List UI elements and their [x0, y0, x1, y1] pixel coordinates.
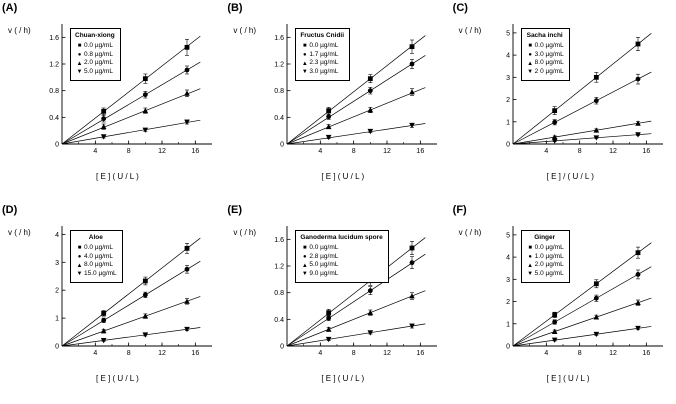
legend-item-label: 5.0 µg/mL — [534, 270, 564, 278]
svg-text:4: 4 — [505, 52, 510, 60]
legend — [295, 230, 388, 283]
legend-item — [75, 42, 115, 51]
legend-marker-triangle-icon: ▲ — [527, 262, 534, 269]
svg-text:3: 3 — [505, 276, 510, 284]
y-axis-label: v ( / h) — [8, 26, 31, 35]
legend-item-label: 5.0 µg/mL — [84, 68, 114, 76]
legend-marker-circle-icon: ● — [528, 51, 532, 58]
svg-text:8: 8 — [352, 350, 356, 357]
legend-item — [300, 261, 382, 270]
svg-text:16: 16 — [642, 350, 650, 357]
legend-item — [526, 51, 564, 60]
svg-text:4: 4 — [505, 254, 510, 262]
legend-marker-circle-icon: ● — [528, 253, 532, 260]
svg-text:0.4: 0.4 — [274, 316, 285, 324]
legend-item — [75, 253, 117, 262]
legend — [521, 230, 570, 283]
legend-marker-square-icon: ■ — [528, 43, 532, 50]
legend — [70, 28, 121, 81]
legend-marker-triangle-icon: ▲ — [301, 60, 308, 67]
svg-text:8: 8 — [126, 148, 131, 155]
panel-letter: (C) — [452, 2, 468, 14]
panel-letter: (F) — [452, 204, 467, 216]
plot-area — [491, 18, 667, 166]
svg-text:4: 4 — [93, 350, 98, 357]
svg-text:3: 3 — [55, 259, 59, 267]
svg-text:8: 8 — [577, 148, 582, 155]
panel-f — [451, 202, 676, 404]
x-axis-label: [ E ] ( U / L ) — [96, 374, 139, 383]
legend-item-label: 0.0 µg/mL — [84, 41, 114, 49]
svg-text:0: 0 — [280, 141, 285, 149]
legend-item — [75, 244, 117, 253]
panel-letter: (D) — [2, 204, 18, 216]
legend-item — [300, 68, 344, 77]
x-axis-label: [ E ] ( U / L ) — [546, 374, 590, 383]
legend-marker-circle-icon: ● — [303, 51, 307, 58]
legend — [521, 28, 570, 81]
legend — [70, 230, 123, 283]
legend-marker-nabla-icon: ▼ — [76, 69, 83, 76]
x-axis-label: [ E ] ( U / L ) — [96, 172, 139, 181]
svg-text:1.6: 1.6 — [274, 34, 285, 42]
legend-item — [526, 68, 564, 77]
legend-marker-nabla-icon: ▼ — [301, 69, 308, 76]
x-axis-label: [ E ] ( U / L ) — [321, 172, 365, 181]
panel-letter: (A) — [2, 2, 18, 14]
legend-item-label: 0.0 µg/mL — [309, 41, 339, 49]
svg-text:12: 12 — [158, 350, 166, 357]
legend-item — [300, 253, 382, 262]
svg-text:12: 12 — [383, 148, 392, 155]
legend-item-label: 2.3 µg/mL — [309, 59, 339, 67]
svg-text:0: 0 — [505, 141, 510, 149]
svg-text:5: 5 — [505, 30, 510, 38]
legend-item — [526, 244, 564, 253]
svg-text:2: 2 — [505, 299, 510, 307]
svg-text:16: 16 — [416, 148, 425, 155]
svg-text:1: 1 — [55, 315, 59, 323]
legend-item-label: 3.0 µg/mL — [534, 50, 564, 58]
legend-marker-square-icon: ■ — [77, 43, 82, 50]
legend-item-label: 2.8 µg/mL — [309, 252, 339, 260]
panel-e — [225, 202, 450, 404]
legend-item-label: 0.8 µg/mL — [84, 50, 114, 58]
legend-title: Chuan-xiong — [75, 32, 115, 39]
svg-text:12: 12 — [158, 148, 166, 155]
legend-item — [526, 261, 564, 270]
plot-area — [40, 18, 216, 166]
legend-marker-nabla-icon: ▼ — [301, 271, 308, 278]
legend-title: Aloe — [88, 234, 103, 241]
legend-marker-circle-icon: ● — [77, 51, 82, 58]
legend-item — [75, 261, 117, 270]
legend-title: Ganoderma lucidum spore — [300, 234, 383, 241]
svg-text:4: 4 — [55, 231, 59, 239]
svg-text:2: 2 — [55, 287, 59, 295]
panel-letter: (E) — [227, 204, 242, 216]
legend-item-label: 0.0 µg/mL — [84, 243, 114, 251]
legend-item — [526, 270, 564, 279]
svg-text:1.2: 1.2 — [49, 61, 59, 69]
legend-item — [526, 59, 564, 68]
legend-item-label: 1.7 µg/mL — [309, 50, 339, 58]
legend-marker-circle-icon: ● — [303, 253, 307, 260]
panel-letter: (B) — [227, 2, 243, 14]
svg-text:1.2: 1.2 — [274, 263, 285, 271]
svg-text:0: 0 — [505, 343, 510, 351]
svg-text:0.4: 0.4 — [49, 114, 59, 122]
y-axis-label: v ( / h) — [458, 228, 482, 237]
svg-text:5: 5 — [505, 232, 510, 240]
legend-item-label: 0.0 µg/mL — [534, 41, 564, 49]
legend-item-label: 5.0 µg/mL — [309, 261, 339, 269]
legend-title: Ginger — [534, 234, 556, 241]
svg-text:4: 4 — [93, 148, 98, 155]
legend-item-label: 0.0 µg/mL — [534, 243, 564, 251]
svg-text:16: 16 — [191, 148, 200, 155]
svg-text:16: 16 — [642, 148, 650, 155]
svg-text:0.8: 0.8 — [49, 88, 59, 96]
panel-d — [0, 202, 225, 404]
legend-item — [526, 253, 564, 262]
svg-text:8: 8 — [352, 148, 356, 155]
legend-marker-triangle-icon: ▲ — [301, 262, 308, 269]
svg-text:1: 1 — [505, 119, 510, 127]
legend-marker-nabla-icon: ▼ — [76, 271, 83, 278]
svg-text:0.4: 0.4 — [274, 114, 285, 122]
legend-item — [526, 42, 564, 51]
legend-marker-triangle-icon: ▲ — [76, 60, 83, 67]
panel-b — [225, 0, 450, 202]
legend-title: Fructus Cnidii — [300, 32, 345, 39]
legend-marker-triangle-icon: ▲ — [76, 262, 83, 269]
panel-a — [0, 0, 225, 202]
svg-text:1.6: 1.6 — [274, 236, 285, 244]
plot-area — [40, 220, 216, 368]
legend-item — [300, 244, 382, 253]
legend-item-label: 15.0 µg/mL — [84, 270, 117, 278]
svg-text:16: 16 — [416, 350, 425, 357]
svg-text:4: 4 — [318, 350, 323, 357]
plot-svg — [491, 220, 667, 368]
legend-item — [300, 59, 344, 68]
legend-marker-square-icon: ■ — [528, 245, 532, 252]
legend-item-label: 2.0 µg/mL — [534, 261, 564, 269]
legend-marker-nabla-icon: ▼ — [527, 271, 534, 278]
legend-item — [75, 51, 115, 60]
plot-svg — [265, 18, 441, 166]
svg-text:0.8: 0.8 — [274, 290, 285, 298]
legend-item-label: 2 0 µg/mL — [534, 68, 564, 76]
plot-svg — [491, 18, 667, 166]
svg-text:4: 4 — [318, 148, 323, 155]
legend-item-label: 9.0 µg/mL — [309, 270, 339, 278]
svg-text:16: 16 — [191, 350, 200, 357]
legend — [295, 28, 350, 81]
legend-marker-circle-icon: ● — [77, 253, 82, 260]
svg-text:4: 4 — [544, 148, 548, 155]
svg-text:12: 12 — [383, 350, 392, 357]
legend-item-label: 2.0 µg/mL — [84, 59, 114, 67]
legend-item — [300, 42, 344, 51]
legend-marker-nabla-icon: ▼ — [527, 69, 534, 76]
legend-marker-square-icon: ■ — [303, 43, 307, 50]
svg-text:0: 0 — [55, 343, 59, 351]
plot-svg — [40, 18, 216, 166]
legend-title: Sacha inchi — [526, 32, 563, 39]
svg-text:1: 1 — [505, 321, 510, 329]
svg-text:2: 2 — [505, 97, 510, 105]
y-axis-label: v ( / h) — [8, 228, 31, 237]
svg-text:4: 4 — [544, 350, 548, 357]
panel-c — [451, 0, 676, 202]
legend-item-label: 4.0 µg/mL — [84, 252, 114, 260]
legend-item — [75, 68, 115, 77]
plot-area — [265, 18, 441, 166]
svg-text:12: 12 — [608, 350, 617, 357]
x-axis-label: [ E ] ( U / L ) — [321, 374, 365, 383]
y-axis-label: v ( / h) — [233, 228, 256, 237]
svg-text:0: 0 — [280, 343, 285, 351]
legend-marker-triangle-icon: ▲ — [527, 60, 534, 67]
legend-item — [300, 270, 382, 279]
plot-area — [491, 220, 667, 368]
svg-text:3: 3 — [505, 74, 510, 82]
legend-item — [300, 51, 344, 60]
legend-marker-square-icon: ■ — [77, 245, 82, 252]
y-axis-label: v ( / h) — [458, 26, 482, 35]
y-axis-label: v ( / h) — [233, 26, 256, 35]
legend-item-label: 1.0 µg/mL — [534, 252, 564, 260]
svg-text:8: 8 — [577, 350, 582, 357]
legend-item-label: 8.0 µg/mL — [84, 261, 114, 269]
x-axis-label: [ E ] / ( U / L ) — [546, 172, 594, 181]
svg-text:12: 12 — [608, 148, 617, 155]
legend-item — [75, 270, 117, 279]
svg-text:0.8: 0.8 — [274, 88, 285, 96]
legend-item-label: 8.0 µg/mL — [534, 59, 564, 67]
legend-marker-square-icon: ■ — [303, 245, 307, 252]
plot-svg — [40, 220, 216, 368]
legend-item-label: 3.0 µg/mL — [309, 68, 339, 76]
svg-text:0: 0 — [55, 141, 59, 149]
svg-text:8: 8 — [126, 350, 131, 357]
legend-item-label: 0.0 µg/mL — [309, 243, 339, 251]
legend-item — [75, 59, 115, 68]
svg-text:1.6: 1.6 — [49, 34, 59, 42]
svg-text:1.2: 1.2 — [274, 61, 285, 69]
